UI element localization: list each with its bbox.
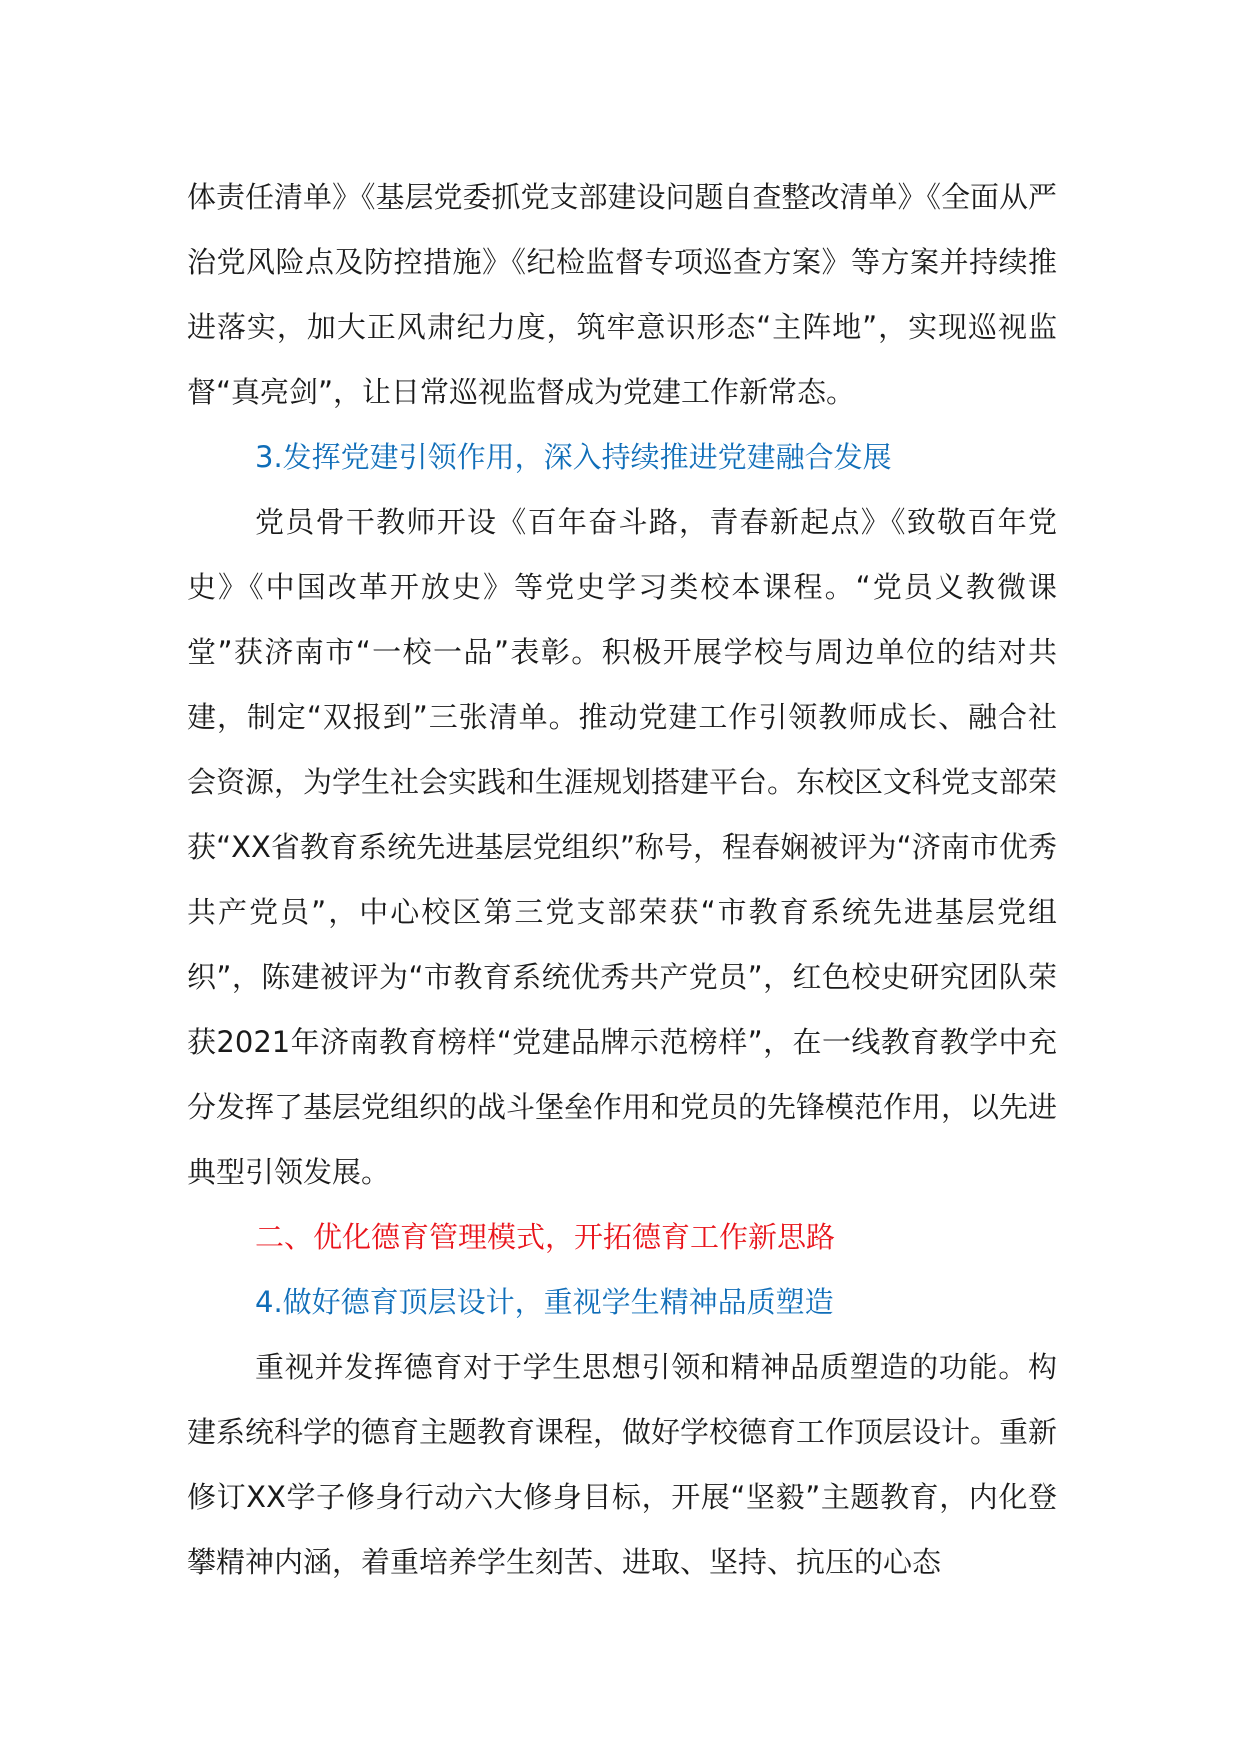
section-heading-2: 二、优化德育管理模式，开拓德育工作新思路 [255, 1220, 836, 1254]
subheading-4: 4.做好德育顶层设计，重视学生精神品质塑造 [255, 1285, 834, 1319]
document-page [187, 165, 1057, 1595]
paragraph-moral-education: 重视并发挥德育对于学生思想引领和精神品质塑造的功能。构建系统科学的德育主题教育课程，做好学校德育工作顶层设计。重新修订XX学子修身行动六大修身目标，开展“坚毅”主题教育，内化登攀精神内涵，着重培养学生刻苦、进取、坚持、抗压的心态 [187, 1350, 1058, 1579]
paragraph-party-building: 党员骨干教师开设《百年奋斗路，青春新起点》《致敬百年党史》《中国改革开放史》等党史学习类校本课程。“党员义教微课堂”获济南市“一校一品”表彰。积极开展学校与周边单位的结对共建，制定“双报到”三张清单。推动党建工作引领教师成长、融合社会资源，为学生社会实践和生涯规划搭建平台。东校区文科党支部荣获“XX省教育系统先进基层党组织”称号，程春娴被评为“济南市优秀共产党员”，中心校区第三党支部荣获“市教育系统先进基层党组织”，陈建被评为“市教育系统优秀共产党员”，红色校史研究团队荣获2021年济南教育榜样“党建品牌示范榜样”，在一线教育教学中充分发挥了基层党组织的战斗堡垒作用和党员的先锋模范作用，以先进典型引领发展。 [187, 505, 1058, 1189]
subheading-3: 3.发挥党建引领作用，深入持续推进党建融合发展 [255, 440, 892, 474]
paragraph-continued: 体责任清单》《基层党委抓党支部建设问题自查整改清单》《全面从严治党风险点及防控措施》《纪检监督专项巡查方案》等方案并持续推进落实，加大正风肃纪力度，筑牢意识形态“主阵地”，实现巡视监督“真亮剑”，让日常巡视监督成为党建工作新常态。 [187, 180, 1058, 409]
